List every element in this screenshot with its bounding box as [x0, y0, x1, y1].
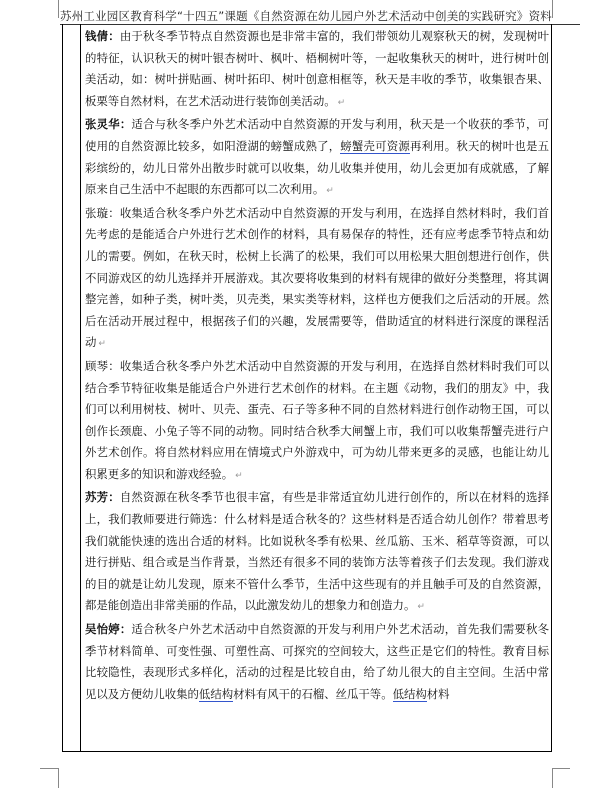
paragraph-text: 适合秋冬户外艺术活动中自然资源的开发与利用户外艺术活动，首先我们需要秋冬季节材料简单、可变性强、可塑性高、可探究的空间较大，这些正是它们的特性。教育目标比较隐性，表现形式多样化，活动的过程是比较自由，给了幼儿很大的自主空间。生活中常见以及方便幼儿收集的 [85, 622, 549, 701]
speaker-name: 钱倩： [85, 29, 120, 43]
paragraph-text: 由于秋冬季节特点自然资源也是非常丰富的，我们带领幼儿观察秋天的树，发现树叶的特征，认识秋天的树叶银杏树叶、枫叶、梧桐树叶等，一起收集秋天的树叶，进行树叶创美活动，如：树叶拼贴画、树叶拓印、树叶创意相框等，秋天是丰收的季节，收集银杏果、板栗等自然材料，在艺术活动进行装饰创美活动。 [85, 29, 549, 108]
paragraph-gu-qin[interactable] [85, 356, 549, 488]
paragraph-text: 材料有风干的石榴、丝瓜干等。 [233, 686, 393, 701]
underlined-text: 螃蟹壳可资源 [340, 138, 410, 153]
speaker-name: 吴怡婷： [85, 622, 132, 637]
speaker-name: 张灵华： [85, 117, 132, 132]
paragraph-text: 适合与秋冬季户外艺术活动中自然资源的开发与利用，秋天是一个收获的季节，可使用的自然资源比较多，如阳澄湖的螃蟹成熟了， [85, 117, 549, 153]
paragraph-mark-icon: ↵ [337, 97, 346, 108]
crop-mark [552, 0, 553, 18]
paragraph-mark-icon: ↵ [235, 470, 243, 481]
speaker-name: 苏芳： [85, 490, 120, 505]
table-content-cell[interactable] [85, 26, 549, 705]
paragraph-zhang-linghua[interactable] [85, 114, 549, 202]
crop-mark [58, 768, 59, 788]
paragraph-mark-icon: ↵ [98, 339, 106, 350]
speaker-name: 张璇： [85, 205, 120, 220]
table-left-column [63, 24, 81, 751]
paragraph-text: 材料 [426, 686, 450, 701]
paragraph-mark-icon: ↵ [326, 186, 334, 197]
paragraph-zhang-xuan[interactable] [85, 203, 549, 356]
crop-mark [552, 768, 570, 769]
crop-mark [40, 768, 58, 769]
underlined-text: 低结构 [392, 686, 427, 701]
paragraph-text: 自然资源在秋冬季节也很丰富，有些是非常适宜幼儿进行创作的，所以在材料的选择上，我们教师要进行筛选：什么材料是适合秋冬的？这些材料是否适合幼儿创作？带着思考我们就能快速的选出合适的材料。比如说秋冬季有松果、丝瓜筋、玉米、稻草等资源，可以进行拼贴、组合或是当作背景，当然还有很多不同的装饰方法等着孩子们去发现。我们游戏的目的就是让幼儿发现，原来不管什么季节，生活中这些现有的并且触手可及的自然资源，都是能创造出非常美丽的作品，以此激发幼儿的想象力和创造力。 [85, 490, 549, 613]
paragraph-text: 收集适合秋冬季户外艺术活动中自然资源的开发与利用，在选择自然材料时我们可以结合季节特征收集是能适合户外进行艺术创作的材料。在主题《动物，我们的朋友》中，我们可以利用树枝、树叶、贝壳、蛋壳、石子等多种不同的自然材料进行创作动物王国，可以创作长颈鹿、小兔子等不同的动物。同时结合秋季大闸蟹上市，我们可以收集帮蟹壳进行户外艺术创作。将自然材料应用在情境式户外游戏中，可为幼儿带来更多的灵感，也能让幼儿积累更多的知识和游戏经验。 [85, 358, 549, 481]
underlined-text: 低结构 [198, 686, 234, 701]
paragraph-su-fang[interactable] [85, 487, 549, 619]
crop-mark [58, 0, 59, 18]
paragraph-qian-qian[interactable] [85, 26, 549, 114]
document-header: 苏州工业园区教育科学“十四五”课题《自然资源在幼儿园户外艺术活动中创美的实践研究》资料 [60, 8, 580, 25]
paragraph-wu-yiting[interactable] [85, 619, 549, 705]
crop-mark [552, 768, 553, 788]
paragraph-text: 收集适合秋冬季户外艺术活动中自然资源的开发与利用，在选择自然材料时，我们首先考虑的是能适合户外进行艺术创作的材料，具有易保存的特性，还有应考虑季节特点和幼儿的需要。例如，在秋天时，松树上长满了的松果，我们可以用松果大胆创想进行创作，供不同游戏区的幼儿选择并开展游戏。其次要将收集到的材料有规律的做好分类整理，将其调整完善，如种子类，树叶类，贝壳类，果实类等材料，这样也方便我们之后活动的开展。然后在活动开展过程中，根据孩子们的兴趣，发展需要等，借助适宜的材料进行深度的课程活动 [85, 205, 549, 350]
speaker-name: 顾琴： [85, 358, 120, 373]
paragraph-text: 再利用。秋天的树叶也是五彩缤纷的，幼儿日常外出散步时就可以收集，幼儿收集并使用，幼儿会更加有成就感，了解原来自己生活中不起眼的东西都可以二次利用。 [85, 138, 549, 197]
document-table [62, 24, 552, 752]
paragraph-mark-icon: ↵ [417, 602, 425, 613]
